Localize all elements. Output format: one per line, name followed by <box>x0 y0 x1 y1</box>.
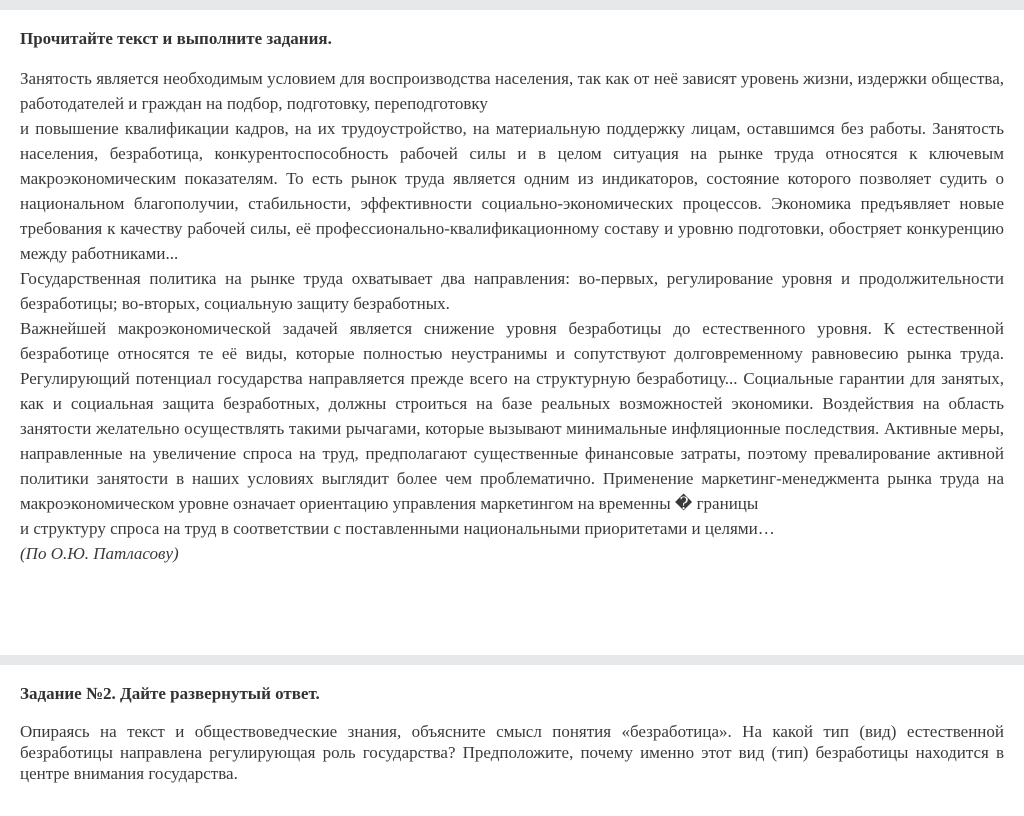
section-divider <box>0 655 1024 665</box>
text-paragraph: и структуру спроса на труд в соответствии с поставленными национальными приоритетами и целями… <box>20 519 775 538</box>
text-paragraph: и повышение квалификации кадров, на их трудоустройство, на материальную поддержку лицам, оставшимся без работы. Занятость населения, безработица, конкурентоспособность рабочей силы и в целом ситуация на рынке труда относятся к ключевым макроэкономическим показателям. То есть рынок труда является одним из индикаторов, состояние которого позволяет судить о национальном благополучии, стабильности, эффективности социально-экономических процессов. Экономика предъявляет новые требования к качеству рабочей силы, её профессионально-квалификационному составу и уровню подготовки, обостряет конкуренцию между работниками... <box>20 119 1004 263</box>
text-paragraph: Важнейшей макроэкономической задачей является снижение уровня безработицы до естественного уровня. К естественной безработице относятся те её виды, которые полностью неустранимы и сопутствуют долговременному равновесию рынка труда. Регулирующий потенциал государства направляется прежде всего на структурную безработицу... Социальные гарантии для занятых, как и социальная защита безработных, должны строиться на базе реальных возможностей экономики. Воздействия на область занятости желательно осуществлять такими рычагами, которые вызывают минимальные инфляционные последствия. Активные меры, направленные на увеличение спроса на труд, предполагают существенные финансовые затраты, поэтому превалирование активной политики занятости в наших условиях выглядит более чем проблематично. Применение маркетинг-менеджмента рынка труда на макроэкономическом уровне означает ориентацию управления маркетингом на временны � границы <box>20 319 1004 513</box>
task-2-heading: Задание №2. Дайте развернутый ответ. <box>20 684 320 703</box>
task-2-section <box>20 683 1004 801</box>
reading-text <box>20 66 1004 566</box>
text-paragraph: Государственная политика на рынке труда охватывает два направления: во-первых, регулирование уровня и продолжительности безработицы; во-вторых, социальную защиту безработных. <box>20 269 1004 313</box>
top-divider <box>0 0 1024 10</box>
text-source: (По О.Ю. Патласову) <box>20 544 179 563</box>
text-paragraph: Занятость является необходимым условием для воспроизводства населения, так как от неё зависят уровень жизни, издержки общества, работодателей и граждан на подбор, подготовку, переподготовку <box>20 69 1004 113</box>
reading-instruction: Прочитайте текст и выполните задания. <box>20 29 332 48</box>
task-2-text: Опираясь на текст и обществоведческие знания, объясните смысл понятия «безработица». На какой тип (вид) естественной безработицы направлена регулирующая роль государства? Предположите, почему именно этот вид (тип) безработицы находится в центре внимания государства. <box>20 722 1004 783</box>
reading-section <box>20 28 1004 566</box>
